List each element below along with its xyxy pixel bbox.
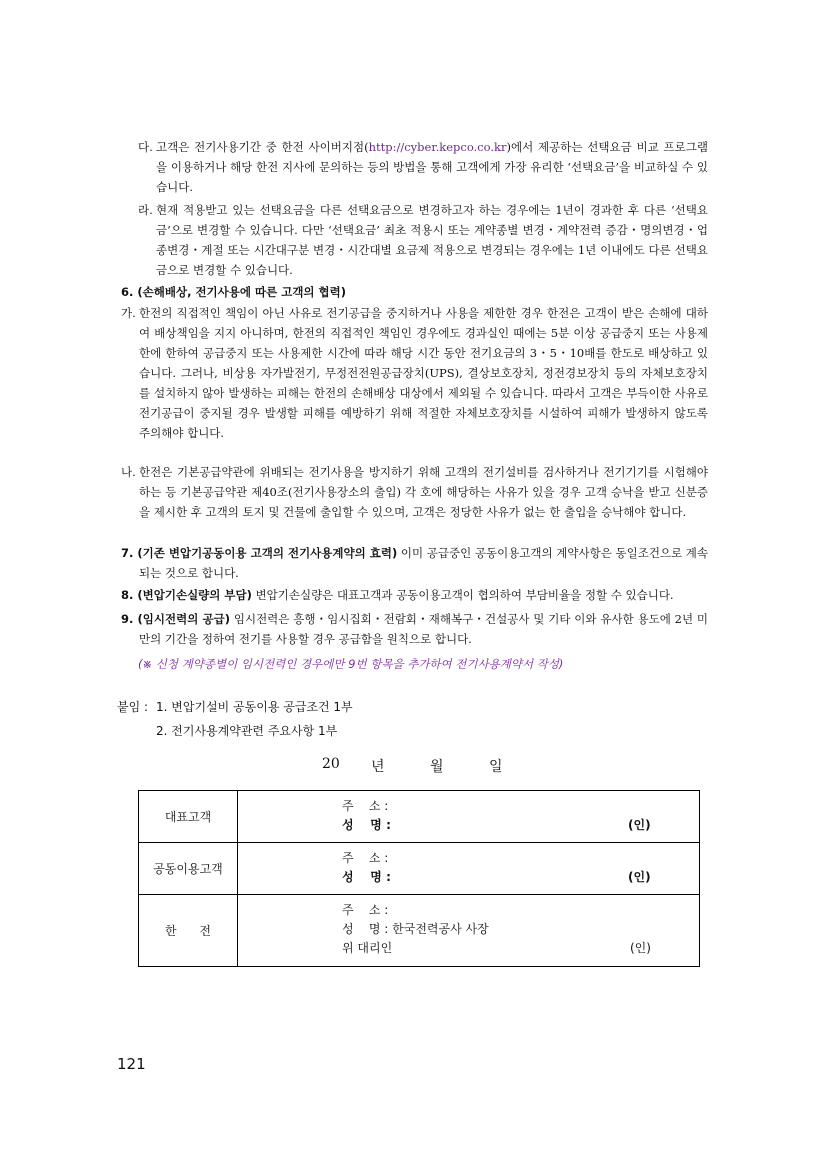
item-label: 다. xyxy=(138,140,153,154)
name-label: 성 명 : xyxy=(342,922,389,936)
date-year-prefix: 20 xyxy=(322,756,340,772)
attachment-item-1: 1. 변압기설비 공동이용 공급조건 1부 xyxy=(156,700,353,714)
item-text-part: )에서 제공하는 선택요금 비교 프로그램을 이용하거나 해당 한전 지사에 문의하는 등의 방법을 통해 고객에게 가장 유리한 ‘선택요금’을 비교하실 수 있습니다. xyxy=(156,140,708,194)
section-7 xyxy=(121,543,708,583)
name-label: 성 명 : xyxy=(342,818,391,832)
item-label: 가. xyxy=(121,306,136,320)
seal-mark: (인) xyxy=(628,870,651,884)
table-row xyxy=(139,791,700,843)
section-body: 임시전력은 흥행・임시집회・전람회・재해복구・건설공사 및 기타 이와 유사한 용도에 2년 미만의 기간을 정하여 전기를 사용할 경우 공급함을 원칙으로 합니다. xyxy=(139,612,709,646)
section-heading: 8. (변압기손실량의 부담) xyxy=(121,588,252,602)
role-cell: 공동이용고객 xyxy=(139,843,238,895)
section-heading: 7. (기존 변압기공동이용 고객의 전기사용계약의 효력) xyxy=(121,546,398,560)
section-8 xyxy=(121,585,708,605)
item-text-part: 고객은 전기사용기간 중 한전 사이버지점( xyxy=(156,140,369,154)
item-text: 한전의 직접적인 책임이 아닌 사유로 전기공급을 중지하거나 사용을 제한한 경우 한전은 고객이 받은 손해에 대하여 배상책임을 지지 아니하며, 한전의 직접적인 책임인 경우에도 경과실인 때에는 5분 이상 공급중지 또는 사용제한에 한하여 공급중지 또는 사용제한 시간에 따라 해당 시간 동안 전기요금의 3・5・10배를 한도로 배상하고 있습니다. 그러나, 비상용 자가발전기, 무정전전원공급장치(UPS), 결상보호장치, 정전경보장치 등의 자체보호장치를 설치하지 않아 발생하는 피해는 한전의 손해배상 대상에서 제외될 수 있습니다. 따라서 고객은 부득이한 사유로 전기공급이 중지될 경우 발생할 피해를 예방하기 위해 적절한 자체보호장치를 시설하여 피해가 발생하지 않도록 주의해야 합니다. xyxy=(139,306,708,440)
attachment-item-2: 2. 전기사용계약관련 주요사항 1부 xyxy=(156,724,338,738)
item-label: 라. xyxy=(138,203,153,217)
fields-cell xyxy=(238,895,700,967)
table-row xyxy=(139,895,700,967)
section-heading: 6. (손해배상, 전기사용에 따른 고객의 협력) xyxy=(121,285,347,299)
date-month: 월 xyxy=(430,759,444,775)
name-value: 한국전력공사 사장 xyxy=(392,922,489,936)
item-ra xyxy=(138,200,708,280)
address-line xyxy=(238,797,699,816)
name-line xyxy=(238,816,699,835)
address-label: 주 소 : xyxy=(342,903,389,917)
name-line xyxy=(238,868,699,887)
temporary-power-note: (※ 신청 계약종별이 임시전력인 경우에만 9번 항목을 추가하여 전기사용계약서 작성) xyxy=(138,657,564,671)
section-9 xyxy=(121,609,708,649)
section-text xyxy=(121,585,708,605)
attachments-label: 붙임 : xyxy=(117,700,149,714)
agent-label: 위 대리인 xyxy=(342,941,393,955)
kepco-cyber-url[interactable]: http://cyber.kepco.co.kr xyxy=(368,140,507,154)
section-6-heading xyxy=(121,282,346,302)
seal-mark: (인) xyxy=(630,941,651,955)
name-line xyxy=(238,920,699,939)
agent-line xyxy=(238,939,699,958)
section-body: 변압기손실량은 대표고객과 공동이용고객이 협의하여 부담비율을 정할 수 있습니다. xyxy=(255,588,674,602)
item-ga xyxy=(121,303,708,443)
date-year: 년 xyxy=(371,759,385,775)
section-text xyxy=(121,609,708,649)
address-label: 주 소 : xyxy=(342,851,389,865)
seal-mark: (인) xyxy=(628,818,651,832)
item-text: 현재 적용받고 있는 선택요금을 다른 선택요금으로 변경하고자 하는 경우에는 1년이 경과한 후 다른 ‘선택요금’으로 변경할 수 있습니다. 다만 ‘선택요금’ 최초 적용시 또는 계약종별 변경・계약전력 증감・명의변경・업종변경・계절 또는 시간대구분 변경・시간대별 요금제 적용으로 변경되는 경우에는 1년 이내에도 다른 선택요금으로 변경할 수 있습니다. xyxy=(156,203,708,277)
fields-cell xyxy=(238,791,700,843)
date-day: 일 xyxy=(489,759,503,775)
page-number: 121 xyxy=(117,1055,146,1073)
section-text xyxy=(121,543,708,583)
item-na xyxy=(121,462,708,522)
item-text xyxy=(156,137,708,197)
role-cell: 대표고객 xyxy=(139,791,238,843)
name-label: 성 명 : xyxy=(342,870,391,884)
section-heading: 9. (임시전력의 공급) xyxy=(121,612,231,626)
role-cell: 한 전 xyxy=(139,895,238,967)
section-body: 이미 공급중인 공동이용고객의 계약사항은 동일조건으로 계속되는 것으로 합니다. xyxy=(139,546,709,580)
item-label: 나. xyxy=(121,465,136,479)
item-text: 한전은 기본공급약관에 위배되는 전기사용을 방지하기 위해 고객의 전기설비를 검사하거나 전기기기를 시험해야 하는 등 기본공급약관 제40조(전기사용장소의 출입) 각 호에 해당하는 사유가 있을 경우 고객 승낙을 받고 신분증을 제시한 후 고객의 토지 및 건물에 출입할 수 있으며, 고객은 정당한 사유가 없는 한 출입을 승낙해야 합니다. xyxy=(139,465,708,519)
fields-cell xyxy=(238,843,700,895)
table-row xyxy=(139,843,700,895)
address-line xyxy=(238,901,699,920)
signature-table xyxy=(138,790,700,967)
address-line xyxy=(238,849,699,868)
address-label: 주 소 : xyxy=(342,799,389,813)
item-da xyxy=(138,137,708,197)
